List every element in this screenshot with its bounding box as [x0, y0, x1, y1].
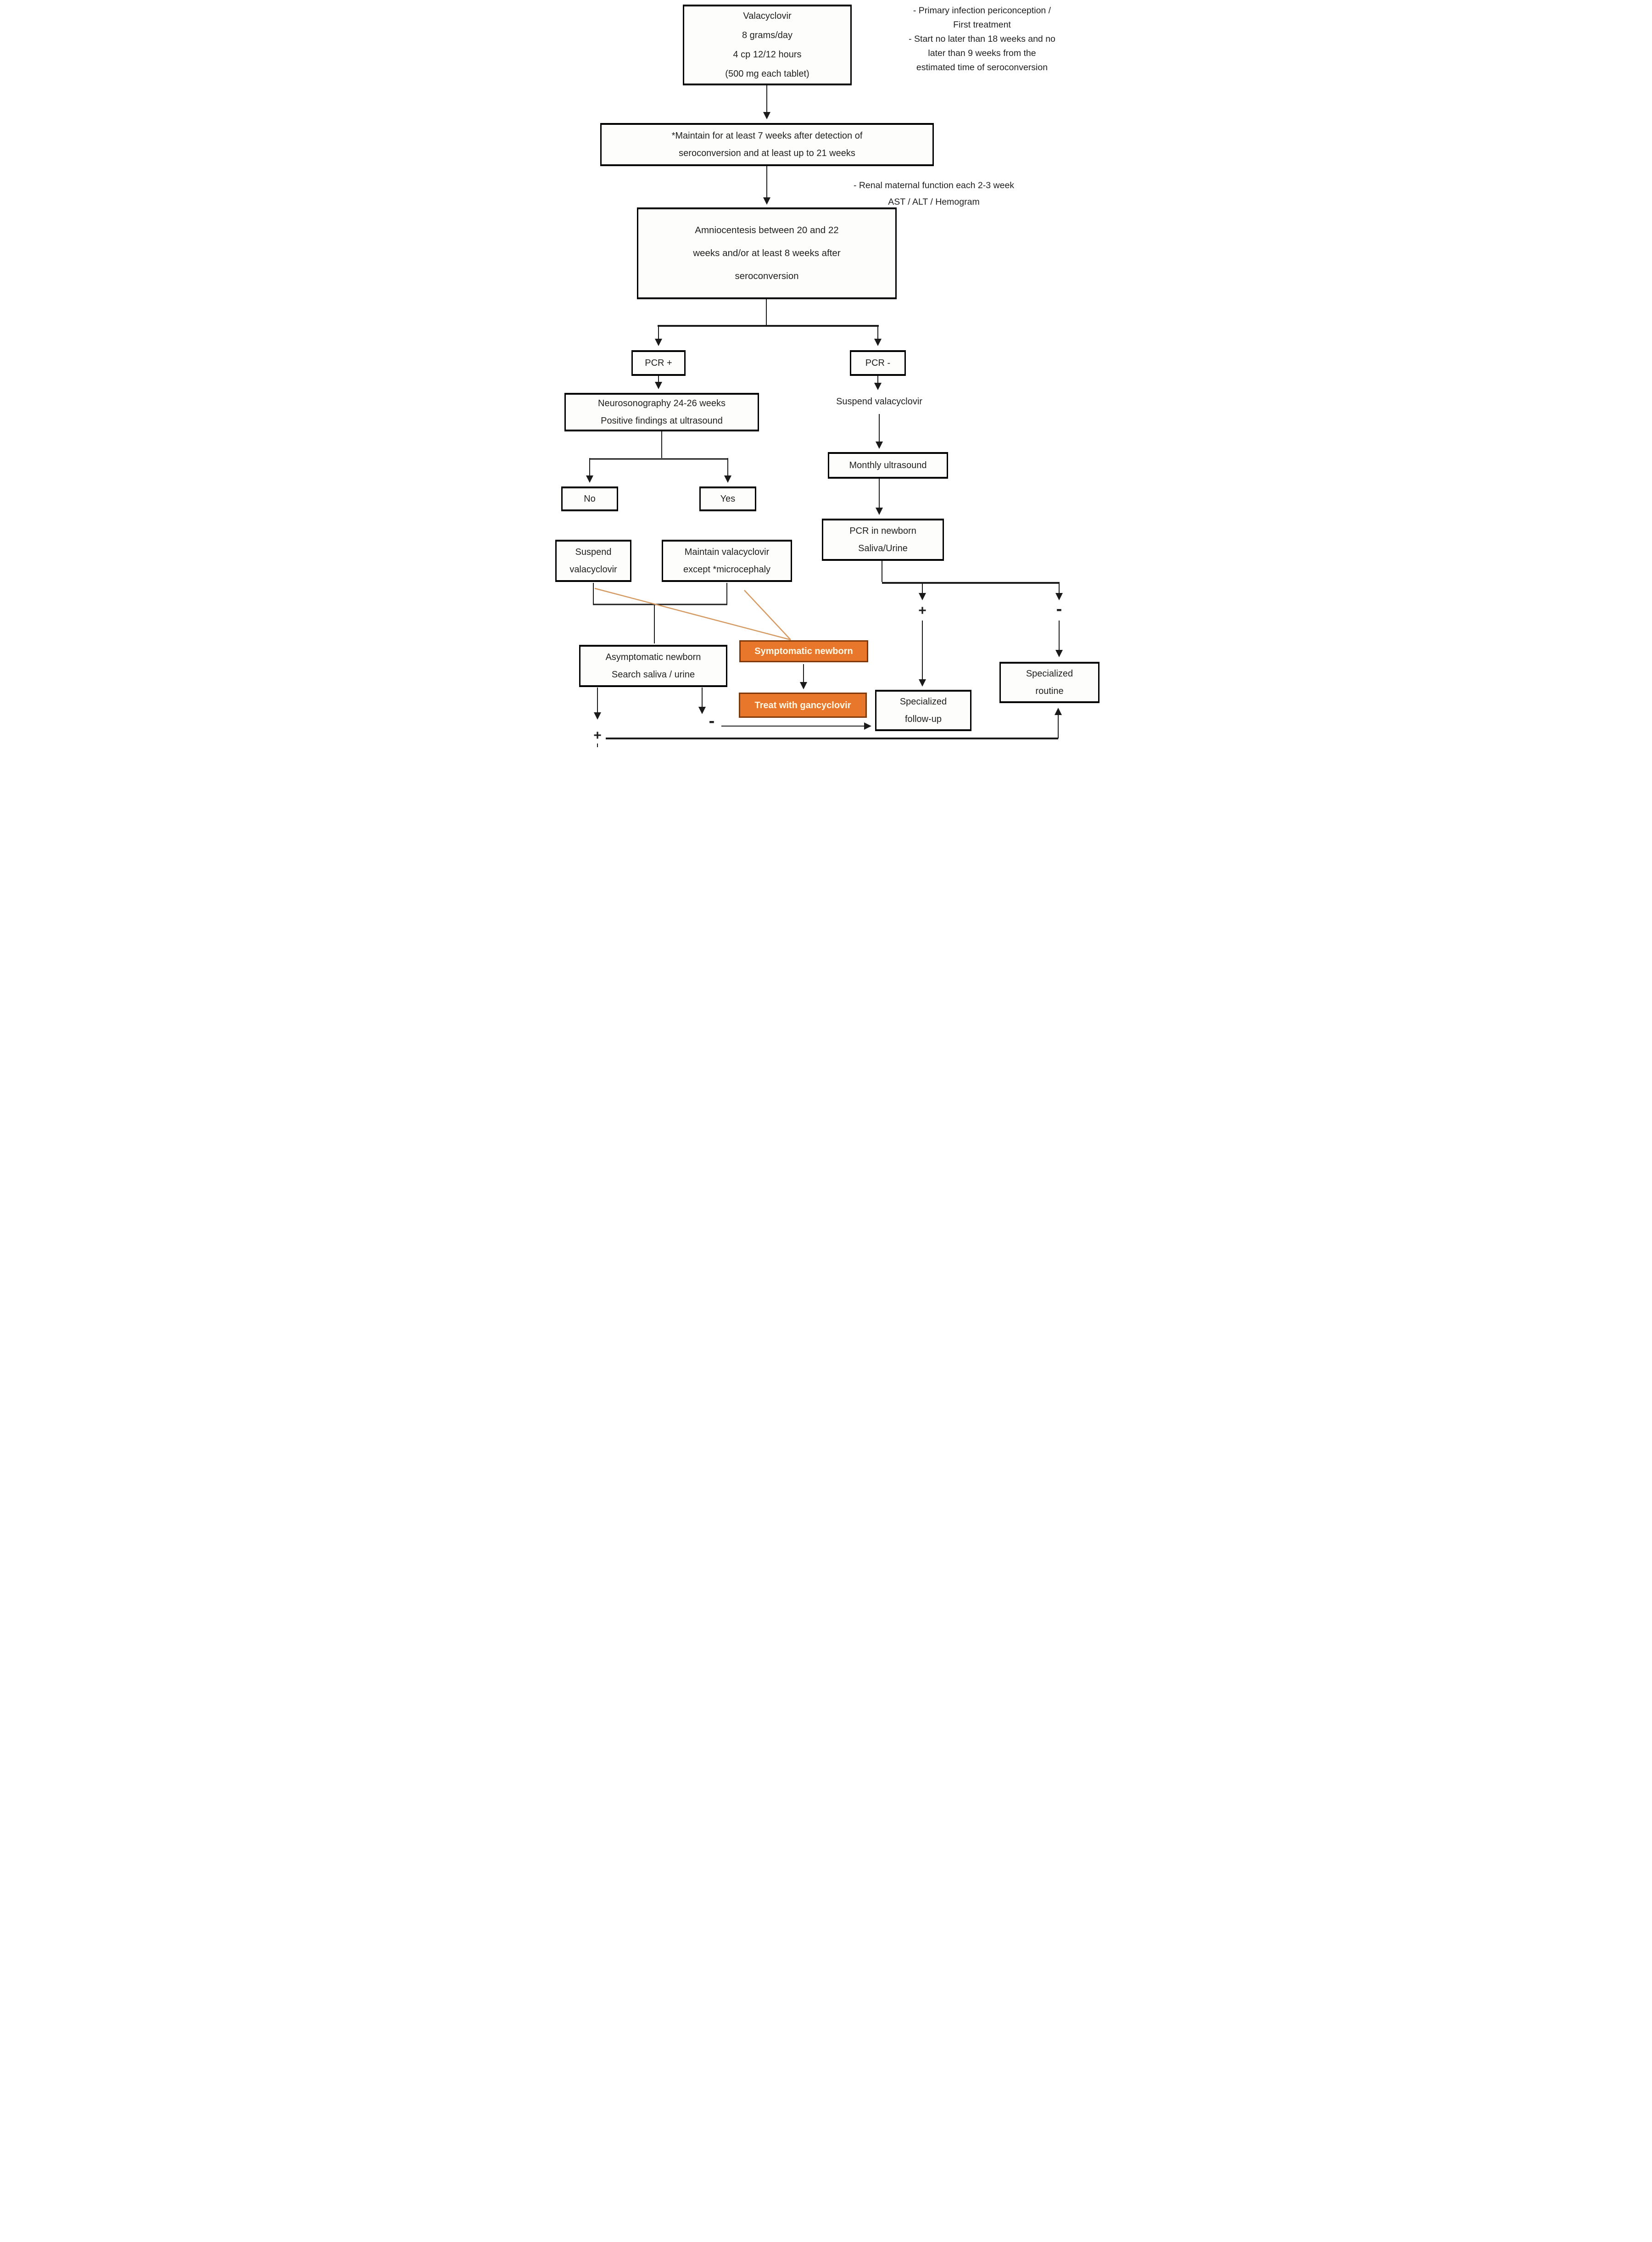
- note-line: estimated time of seroconversion: [916, 62, 1048, 73]
- label-pcr-newborn-negative: -: [1056, 599, 1062, 619]
- box-pcr-positive: [631, 350, 686, 376]
- text-suspend-valacyclovir: Suspend valacyclovir: [836, 397, 922, 407]
- box-text: routine: [1035, 686, 1064, 696]
- note-primary-infection: [877, 4, 1087, 75]
- box-text: seroconversion and at least up to 21 weeks: [679, 148, 855, 158]
- box-monthly-ultrasound: [828, 452, 948, 479]
- note-line: - Start no later than 18 weeks and no: [909, 34, 1055, 44]
- diagonal-lines-to-symptomatic: [595, 588, 791, 640]
- box-text: Positive findings at ultrasound: [601, 416, 723, 426]
- box-text: (500 mg each tablet): [725, 69, 809, 79]
- box-text: Suspend: [575, 547, 612, 557]
- box-text: Symptomatic newborn: [754, 646, 853, 656]
- box-maintain-valacyclovir: [662, 540, 792, 582]
- note-line: - Renal maternal function each 2-3 week: [853, 180, 1015, 190]
- box-text: follow-up: [904, 714, 942, 724]
- box-text: Neurosonography 24-26 weeks: [598, 398, 726, 408]
- box-text: Yes: [720, 494, 736, 504]
- note-line: AST / ALT / Hemogram: [888, 197, 980, 207]
- box-text: Monthly ultrasound: [849, 460, 927, 470]
- box-treat-gancyclovir: [739, 693, 867, 718]
- box-asymptomatic-newborn: [579, 645, 727, 687]
- box-text: Search saliva / urine: [611, 670, 695, 680]
- note-line: First treatment: [953, 20, 1011, 30]
- box-text: seroconversion: [735, 271, 799, 281]
- box-text: weeks and/or at least 8 weeks after: [693, 248, 841, 258]
- box-text: valacyclovir: [569, 565, 617, 575]
- box-text: Specialized: [1026, 669, 1073, 679]
- box-text: PCR in newborn: [849, 526, 916, 536]
- box-text: 4 cp 12/12 hours: [733, 50, 802, 60]
- box-no: [561, 486, 618, 511]
- box-suspend-valacyclovir: [555, 540, 631, 582]
- box-text: Maintain valacyclovir: [684, 547, 770, 557]
- connector-neurosonography-split: [589, 431, 728, 482]
- flowchart-canvas: [551, 0, 1101, 747]
- box-yes: [699, 486, 756, 511]
- box-neurosonography: [564, 393, 759, 431]
- box-specialized-followup: [875, 690, 971, 731]
- box-amniocentesis: [637, 207, 897, 299]
- note-line: later than 9 weeks from the: [928, 48, 1036, 58]
- box-text: Valacyclovir: [743, 11, 792, 21]
- connector-suspend-maintain-merge: [593, 583, 727, 643]
- label-saliva-negative: -: [709, 711, 715, 731]
- box-text: Specialized: [899, 697, 947, 707]
- box-text: PCR +: [645, 358, 672, 368]
- connector-amniocentesis-split: [658, 299, 879, 345]
- label-pcr-newborn-positive: +: [918, 603, 926, 618]
- box-pcr-negative: [850, 350, 906, 376]
- box-text: Saliva/Urine: [858, 543, 908, 554]
- label-saliva-positive: +: [593, 728, 602, 743]
- note-line: - Primary infection periconception /: [913, 6, 1051, 16]
- box-symptomatic-newborn: [739, 640, 868, 662]
- box-text: except *microcephaly: [683, 565, 771, 575]
- box-text: No: [584, 494, 596, 504]
- box-pcr-newborn: [822, 519, 944, 561]
- box-text: PCR -: [865, 358, 891, 368]
- box-text: Asymptomatic newborn: [605, 652, 701, 662]
- box-valacyclovir-dose: [683, 5, 852, 85]
- box-maintain-7-weeks: [600, 123, 934, 166]
- note-renal-monitoring: [826, 177, 1042, 210]
- box-text: *Maintain for at least 7 weeks after detection of: [671, 131, 863, 141]
- connector-pcrnewborn-split: [882, 561, 1059, 599]
- box-text: 8 grams/day: [742, 30, 793, 40]
- box-specialized-routine: [999, 662, 1099, 703]
- box-text: Treat with gancyclovir: [754, 700, 851, 710]
- box-text: Amniocentesis between 20 and 22: [695, 225, 839, 235]
